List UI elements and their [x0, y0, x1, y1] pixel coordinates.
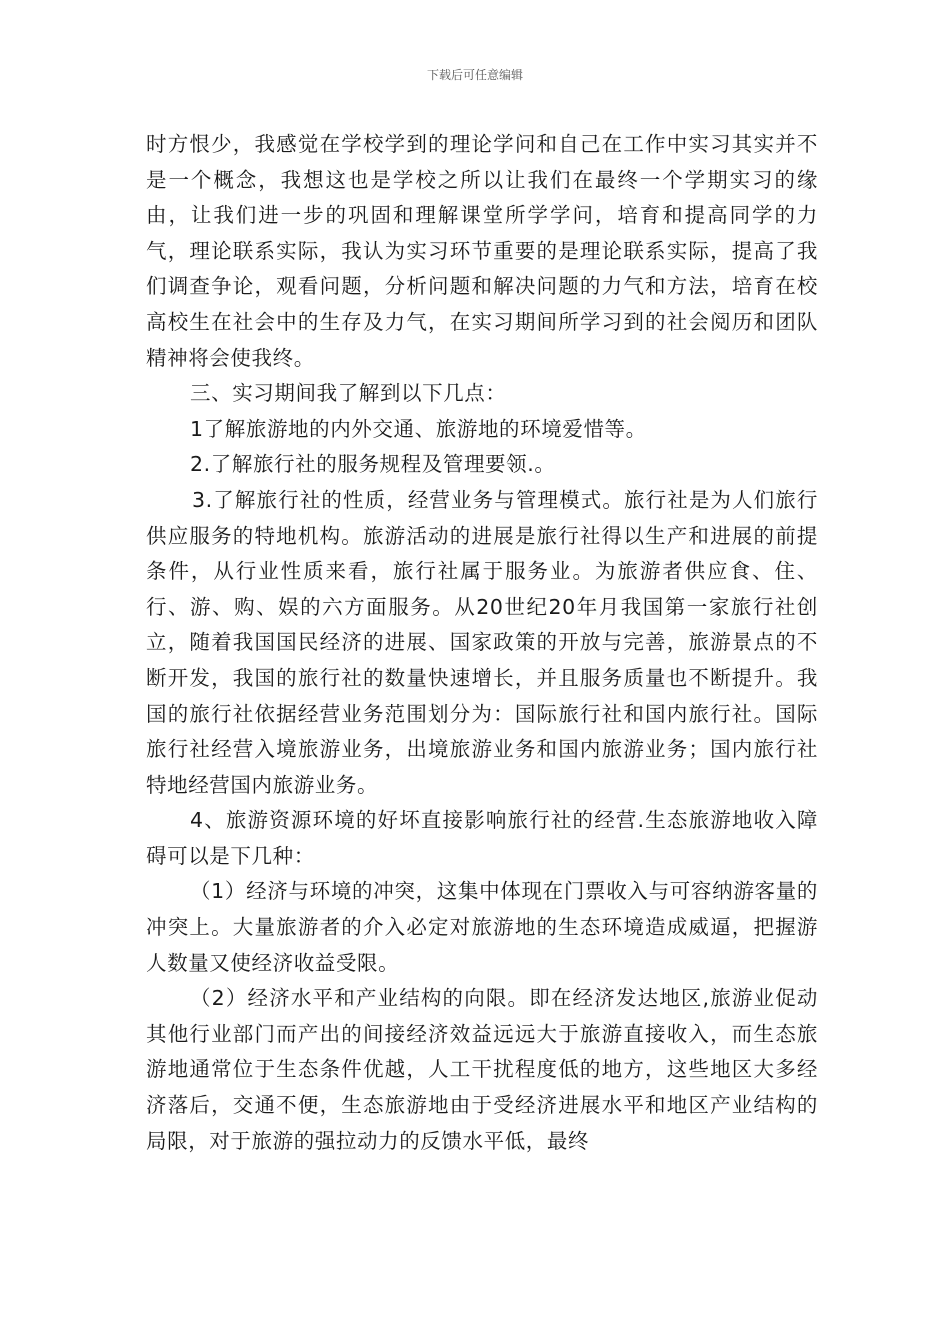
paragraph-sub-2: （2）经济水平和产业结构的向限。即在经济发达地区,旅游业促动其他行业部门而产出的间接经济效益远远大于旅游直接收入，而生态旅游地通常位于生态条件优越，人工干扰程度低的地方，这些地区大多经济落后，交通不便，生态旅游地由于受经济进展水平和地区产业结构的局限，对于旅游的强拉动力的反馈水平低，最终 [146, 986, 818, 1153]
paragraph-point-4: 4、旅游资源环境的好坏直接影响旅行社的经营.生态旅游地收入障碍可以是下几种： [146, 808, 818, 868]
paragraph-1: 时方恨少，我感觉在学校学到的理论学问和自己在工作中实习其实并不是一个概念，我想这也是学校之所以让我们在最终一个学期实习的缘由，让我们进一步的巩固和理解课堂所学学问，培育和提高同学的力气，理论联系实际，我认为实习环节重要的是理论联系实际，提高了我们调查争论，观看问题，分析问题和解决问题的力气和方法，培育在校高校生在社会中的生存及力气，在实习期间所学习到的社会阅历和团队精神将会使我终。 [146, 132, 818, 370]
page-header: 下载后可任意编辑 [426, 68, 523, 82]
document-body [146, 127, 818, 1159]
paragraph-point-3: 3.了解旅行社的性质，经营业务与管理模式。旅行社是为人们旅行供应服务的特地机构。旅游活动的进展是旅行社得以生产和进展的前提条件，从行业性质来看，旅行社属于服务业。为旅游者供应食、住、行、游、购、娱的六方面服务。从20世纪20年月我国第一家旅行社创立，随着我国国民经济的进展、国家政策的开放与完善，旅游景点的不断开发，我国的旅行社的数量快速增长，并且服务质量也不断提升。我国的旅行社依据经营业务范围划分为：国际旅行社和国内旅行社。国际旅行社经营入境旅游业务，出境旅游业务和国内旅游业务；国内旅行社特地经营国内旅游业务。 [146, 487, 818, 797]
paragraph-section-three: 三、实习期间我了解到以下几点： [190, 381, 507, 406]
paragraph-point-2: 2.了解旅行社的服务规程及管理要领.。 [190, 452, 556, 477]
paragraph-point-1: 1了解旅游地的内外交通、旅游地的环境爱惜等。 [190, 416, 647, 441]
paragraph-sub-1: （1）经济与环境的冲突，这集中体现在门票收入与可容纳游客量的冲突上。大量旅游者的介入必定对旅游地的生态环境造成威逼，把握游人数量又使经济收益受限。 [146, 879, 818, 975]
